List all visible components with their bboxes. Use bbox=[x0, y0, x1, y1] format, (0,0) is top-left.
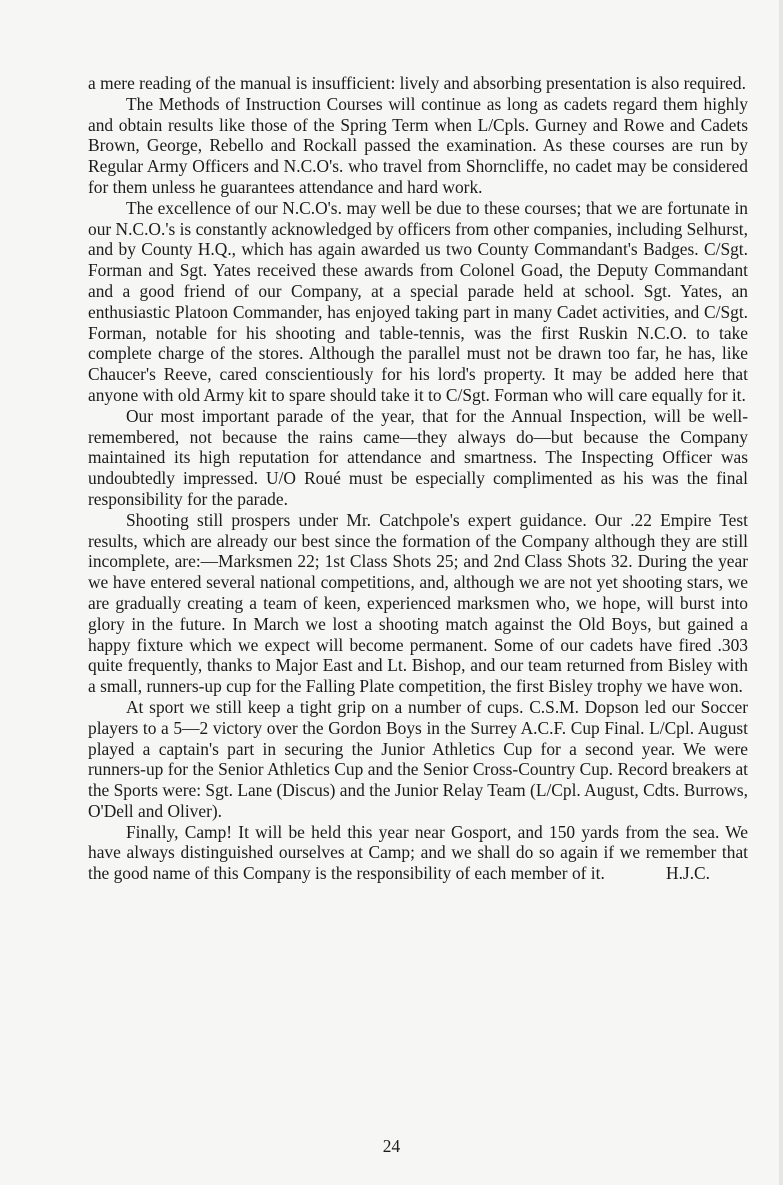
paragraph-sport: At sport we still keep a tight grip on a number of cups. C.S.M. Dopson led our Soccer players to a 5—2 victory over the Gordon Boys in the Surrey A.C.F. Cup Final. L/Cpl. August played a captain's part in securing the Junior Athletics Cup for a second year. We were runners-up for the Senior Athletics Cup and the Senior Cross-Country Cup. Record breakers at the Sports were: Sgt. Lane (Discus) and the Junior Relay Team (L/Cpl. August, Cdts. Burrows, O'Dell and Oliver). bbox=[88, 696, 748, 821]
paragraph-camp bbox=[88, 822, 748, 884]
paragraph-instruction-courses: The Methods of Instruction Courses will continue as long as cadets regard them highly and obtain results like those of the Spring Term when L/Cpls. Gurney and Rowe and Cadets Brown, George, Rebello and Rockall passed the examination. As these courses are run by Regular Army Officers and N.C.O's. who travel from Shorncliffe, no cadet may be considered for them unless he guarantees attendance and hard work. bbox=[88, 93, 748, 197]
paragraph-shooting: Shooting still prospers under Mr. Catchpole's expert guidance. Our .22 Empire Test results, which are already our best since the formation of the Company although they are still incomplete, are:—Marksmen 22; 1st Class Shots 25; and 2nd Class Shots 32. During the year we have entered several national competitions, and, although we are not yet shooting stars, we are gradually creating a team of keen, experienced marksmen who, we hope, will burst into glory in the future. In March we lost a shooting match against the Old Boys, but gained a happy fixture which we expect will become permanent. Some of our cadets have fired .303 quite frequently, thanks to Major East and Lt. Bishop, and our team returned from Bisley with a small, runners-up cup for the Falling Plate competition, the first Bisley trophy we have won. bbox=[88, 509, 748, 697]
article-body bbox=[88, 73, 748, 884]
paragraph-manual: a mere reading of the manual is insufficient: lively and absorbing presentation is also required. bbox=[88, 73, 746, 93]
author-signature: H.J.C. bbox=[666, 863, 710, 884]
paragraph-nco-excellence: The excellence of our N.C.O's. may well be due to these courses; that we are fortunate in our N.C.O.'s is constantly acknowledged by officers from other companies, including Selhurst, and by County H.Q., which has again awarded us two County Commandant's Badges. C/Sgt. Forman and Sgt. Yates received these awards from Colonel Goad, the Deputy Commandant and a good friend of our Company, at a special parade held at school. Sgt. Yates, an enthusiastic Platoon Commander, has enjoyed taking part in many Cadet activities, and C/Sgt. Forman, notable for his shooting and table-tennis, was the first Ruskin N.C.O. to take complete charge of the stores. Although the parallel must not be drawn too far, he has, like Chaucer's Reeve, cared conscientiously for his lord's property. It may be added here that anyone with old Army kit to spare should take it to C/Sgt. Forman who will care equally for it. bbox=[88, 197, 748, 405]
paragraph-annual-inspection: Our most important parade of the year, that for the Annual Inspection, will be well-remembered, not because the rains came—they always do—but because the Company maintained its high reputation for attendance and smartness. The Inspecting Officer was undoubtedly impressed. U/O Roué must be especially complimented as his was the final responsibility for the parade. bbox=[88, 405, 748, 509]
camp-text: Finally, Camp! It will be held this year near Gosport, and 150 yards from the sea. We have always distinguished ourselves at Camp; and we shall do so again if we remember that the good name of this Company is the responsibility of each member of it. bbox=[88, 821, 748, 884]
page-number: 24 bbox=[382, 1136, 401, 1156]
